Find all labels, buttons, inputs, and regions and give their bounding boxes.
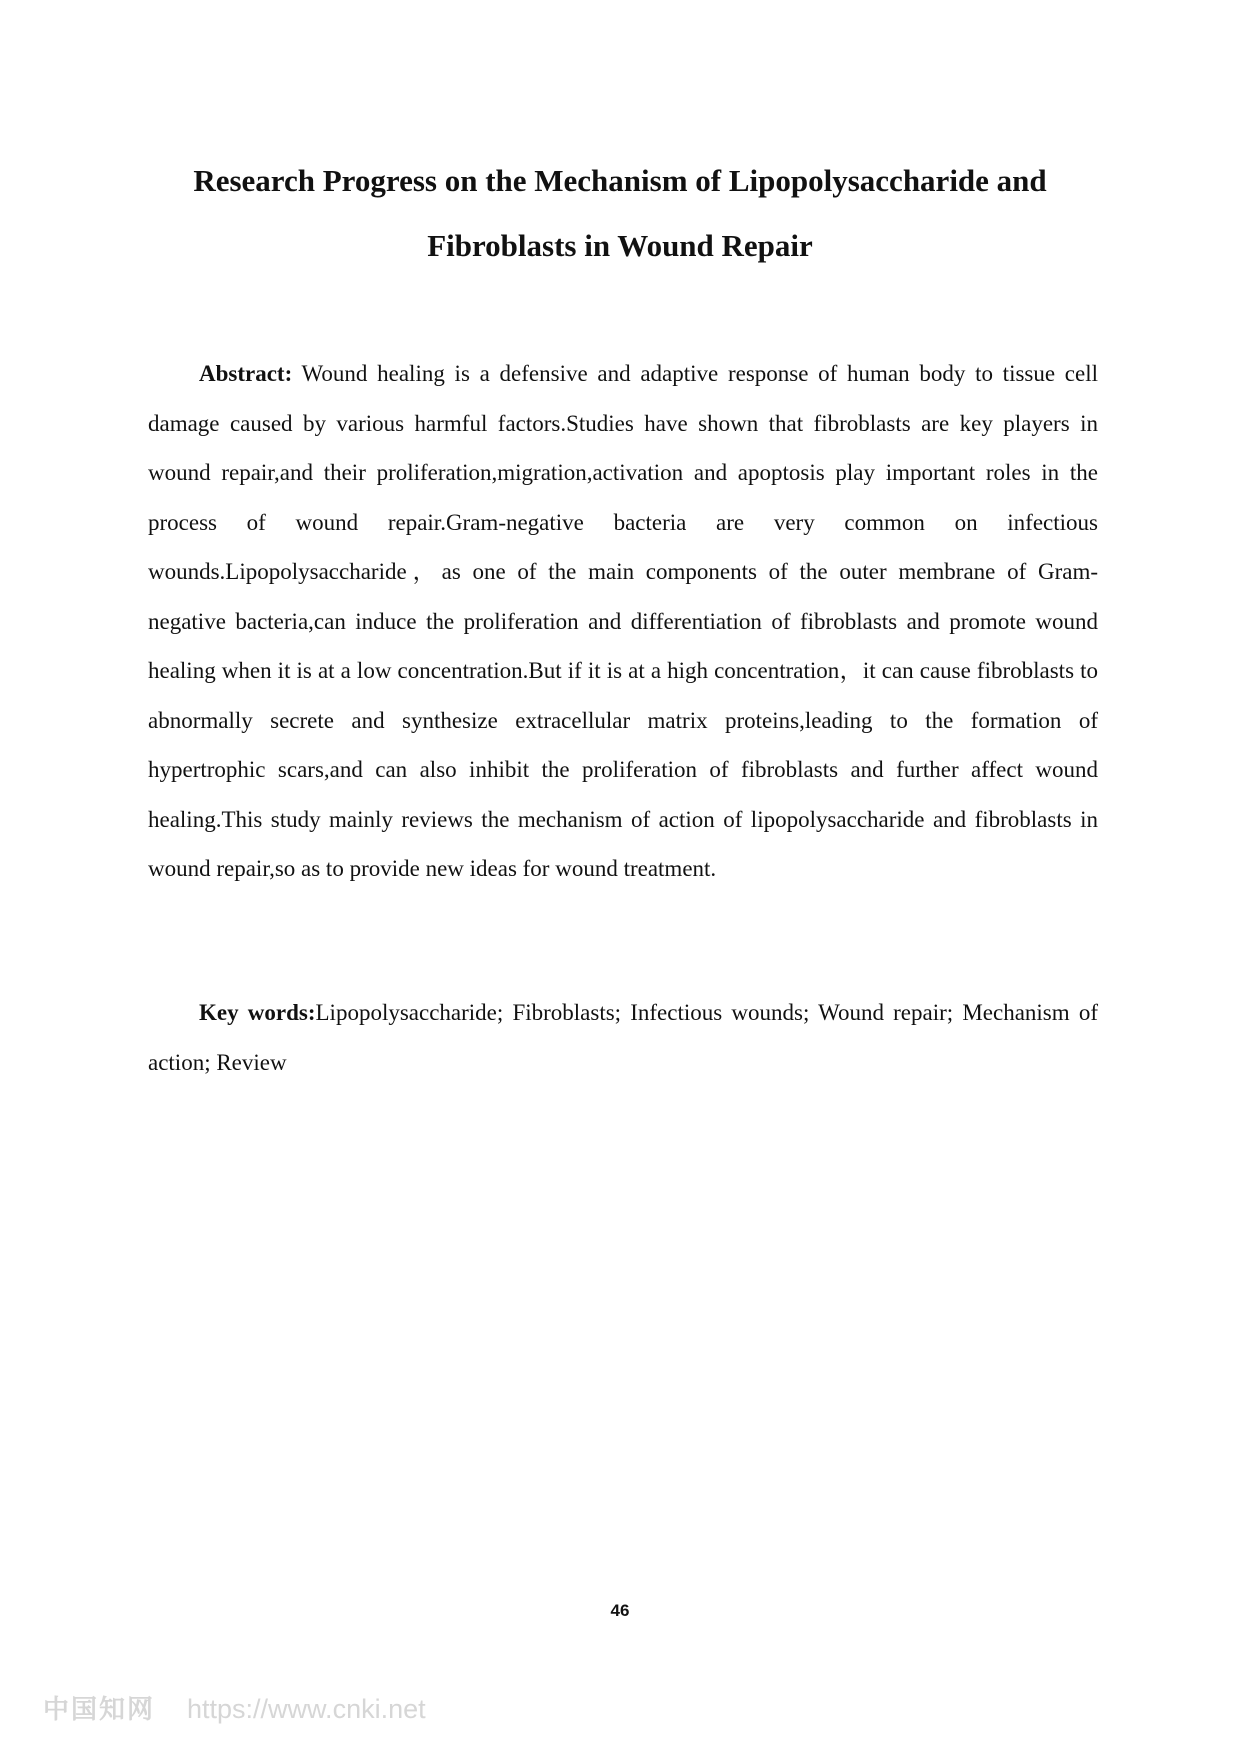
cnki-watermark	[43, 1689, 426, 1726]
abstract-paragraph	[148, 349, 1098, 894]
page-number: 46	[610, 1601, 630, 1620]
paper-title-line-2: Fibroblasts in Wound Repair	[427, 228, 813, 263]
keywords-paragraph	[148, 988, 1098, 1087]
keywords-text: Lipopolysaccharide; Fibroblasts; Infectious wounds; Wound repair; Mechanism of action; Review	[148, 1000, 1098, 1075]
watermark-logo-text: 中国知网	[43, 1695, 156, 1725]
abstract-text: Wound healing is a defensive and adaptive response of human body to tissue cell damage caused by various harmful factors.Studies have shown that fibroblasts are key players in wound repair,and their proliferation,migration,activation and apoptosis play important roles in the process of wound repair.Gram-negative bacteria are very common on infectious wounds.Lipopolysaccharide，as one of the main components of the outer membrane of Gram-negative bacteria,can induce the proliferation and differentiation of fibroblasts and promote wound healing when it is at a low concentration.But if it is at a high concentration，it can cause fibroblasts to abnormally secrete and synthesize extracellular matrix proteins,leading to the formation of hypertrophic scars,and can also inhibit the proliferation of fibroblasts and further affect wound healing.This study mainly reviews the mechanism of action of lipopolysaccharide and fibroblasts in wound repair,so as to provide new ideas for wound treatment.	[148, 361, 1098, 881]
watermark-url: https://www.cnki.net	[187, 1694, 426, 1724]
abstract-label: Abstract:	[199, 361, 293, 386]
keywords-label: Key words:	[199, 1000, 316, 1025]
paper-title-line-1: Research Progress on the Mechanism of Lipopolysaccharide and	[193, 163, 1047, 198]
